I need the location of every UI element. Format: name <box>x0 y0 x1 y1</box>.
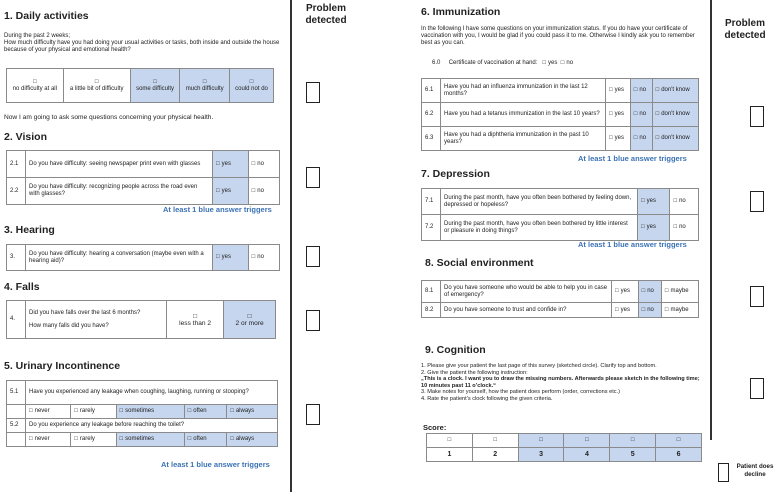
s6-intro: In the following I have some questions on your immunization status. If you do have your certificate of vaccination with you, I would be glad if you could pass it to me. Otherwise I kindly ask you to remember best as you can. <box>421 26 695 47</box>
s5-row-2-options <box>7 433 278 447</box>
s6-title: 6. Immunization <box>421 6 501 18</box>
s7-problem-box[interactable] <box>750 191 764 212</box>
s2-row-1 <box>7 151 280 178</box>
s5-problem-box[interactable] <box>306 404 320 425</box>
s7-row-2-no[interactable]: □ no <box>670 215 699 241</box>
s1-option-0[interactable]: □ no difficulty at all <box>7 69 64 103</box>
s3-row-num: 3. <box>7 245 26 271</box>
s6-row-2-no[interactable]: □ no <box>630 103 652 127</box>
s5-row-1-often[interactable]: □ often <box>184 405 227 419</box>
s8-row-2-maybe[interactable]: □ maybe <box>661 303 698 318</box>
column-divider-left <box>290 0 292 492</box>
s1-options-table <box>6 68 274 103</box>
s9-score-box-1[interactable]: □ <box>427 434 473 448</box>
s5-trigger-note: At least 1 blue answer triggers <box>161 460 270 469</box>
s6-row-2-question: Have you had a tetanus immunization in the last 10 years? <box>441 103 606 127</box>
s6-row-3-yes[interactable]: □ yes <box>606 127 631 151</box>
s9-title: 9. Cognition <box>425 344 486 356</box>
s8-row-2-num: 8.2 <box>422 303 441 318</box>
s7-row-2-num: 7.2 <box>422 215 441 241</box>
s7-row-1-yes[interactable]: □ yes <box>638 189 670 215</box>
s6-row-1-no[interactable]: □ no <box>630 79 652 103</box>
s4-row-num: 4. <box>7 301 26 339</box>
s5-row-1-rarely[interactable]: □ rarely <box>71 405 116 419</box>
s9-instruction-quote: „This is a clock. I want you to draw the missing numbers. Afterwards please sketch in the following time; 10 minutes past 11 o’clock.“ <box>421 376 700 389</box>
s9-score-table <box>426 433 702 462</box>
s5-row-2-question: Do you experience any leakage before reaching the toilet? <box>26 419 278 433</box>
s8-row-2 <box>422 303 699 318</box>
s8-title: 8. Social environment <box>425 257 534 269</box>
s7-row-2-question: During the past month, have you often been bothered by little interest or pleasure in doing things? <box>441 215 638 241</box>
s5-row-1-sometimes[interactable]: □ sometimes <box>116 405 184 419</box>
s4-row-question <box>26 301 167 339</box>
s6-row-1-yes[interactable]: □ yes <box>606 79 631 103</box>
s6-row-1-question: Have you had an influenza immunization in the last 12 months? <box>441 79 606 103</box>
s6-certificate <box>432 60 573 67</box>
s5-row-2-rarely[interactable]: □ rarely <box>71 433 116 447</box>
s2-row-1-question: Do you have difficulty: seeing newspaper print even with glasses <box>26 151 213 178</box>
s5-row-2-always[interactable]: □ always <box>227 433 278 447</box>
s6-row-3-dont-know[interactable]: □ don't know <box>652 127 698 151</box>
s6-table <box>421 78 699 151</box>
s9-score-box-6[interactable]: □ <box>656 434 702 448</box>
s3-title: 3. Hearing <box>4 224 55 236</box>
s6-row-1 <box>422 79 699 103</box>
s5-row-1-options <box>7 405 278 419</box>
s8-row-2-yes[interactable]: □ yes <box>612 303 639 318</box>
s7-row-1 <box>422 189 699 215</box>
problem-detected-label-right: Problem detected <box>724 18 766 41</box>
s5-row-2-sometimes[interactable]: □ sometimes <box>116 433 184 447</box>
s6-row-2-dont-know[interactable]: □ don't know <box>652 103 698 127</box>
s8-row-1 <box>422 281 699 303</box>
patient-declines-box[interactable] <box>718 463 729 482</box>
s3-row-question: Do you have difficulty: hearing a conversation (maybe even with a hearing aid)? <box>26 245 213 271</box>
s9-instruction-4: 4. Rate the patient’s clock following the given criteria. <box>421 395 553 402</box>
s4-row <box>7 301 276 339</box>
s5-row-2-blank <box>7 433 26 447</box>
s1-option-1[interactable]: □ a little bit of difficulty <box>63 69 130 103</box>
s1-problem-box[interactable] <box>306 82 320 103</box>
s2-problem-box[interactable] <box>306 167 320 188</box>
s9-score-box-2[interactable]: □ <box>472 434 518 448</box>
patient-declines-label: Patient does decline <box>736 463 774 478</box>
s9-score-1: 1 <box>427 448 473 462</box>
s8-row-1-maybe[interactable]: □ maybe <box>661 281 698 303</box>
s5-title: 5. Urinary Incontinence <box>4 360 121 372</box>
s1-intro-line2: How much difficulty have you had doing your usual activities or tasks, both inside and outside the house because of your physical and emotional health? <box>4 40 280 54</box>
s8-row-1-yes[interactable]: □ yes <box>612 281 639 303</box>
s7-row-2 <box>422 215 699 241</box>
s5-row-2-q <box>7 419 278 433</box>
s1-intro <box>4 33 284 55</box>
s2-row-2-num: 2.2 <box>7 178 26 205</box>
s8-table <box>421 280 699 318</box>
s3-table <box>6 244 280 271</box>
s2-row-1-no[interactable]: □ no <box>248 151 279 178</box>
s8-row-1-question: Do you have someone who would be able to help you in case of emergency? <box>441 281 612 303</box>
s9-instructions <box>421 363 705 403</box>
s5-row-1-q <box>7 381 278 405</box>
s9-score-box-4[interactable]: □ <box>564 434 610 448</box>
s3-row <box>7 245 280 271</box>
s8-row-1-no[interactable]: □ no <box>638 281 661 303</box>
s3-row-no[interactable]: □ no <box>248 245 279 271</box>
s6-cert-yes[interactable]: □ yes <box>542 60 557 66</box>
s9-score-6: 6 <box>656 448 702 462</box>
s8-problem-box[interactable] <box>750 286 764 307</box>
s7-row-1-question: During the past month, have you often been bothered by feeling down, depressed or hopeless? <box>441 189 638 215</box>
s7-row-1-num: 7.1 <box>422 189 441 215</box>
s4-question-1: Did you have falls over the last 6 months? <box>29 309 141 316</box>
s9-score-box-3[interactable]: □ <box>518 434 564 448</box>
s6-row-2 <box>422 103 699 127</box>
s5-row-2-num: 5.2 <box>7 419 26 433</box>
s3-row-yes[interactable]: □ yes <box>213 245 249 271</box>
s1-option-2[interactable]: □ some difficulty <box>130 69 180 103</box>
s2-row-1-yes[interactable]: □ yes <box>213 151 249 178</box>
s6-row-3-num: 6.3 <box>422 127 441 151</box>
s6-row-2-num: 6.2 <box>422 103 441 127</box>
s4-problem-box[interactable] <box>306 310 320 331</box>
s2-row-2-yes[interactable]: □ yes <box>213 178 249 205</box>
s4-table <box>6 300 276 339</box>
column-divider-right <box>710 0 712 440</box>
s5-row-1-always[interactable]: □ always <box>227 405 278 419</box>
s1-option-4[interactable]: □ could not do <box>230 69 274 103</box>
s9-score-2: 2 <box>472 448 518 462</box>
s5-row-2-often[interactable]: □ often <box>184 433 227 447</box>
s1-title: 1. Daily activities <box>4 10 89 22</box>
s1-option-3[interactable]: □ much difficulty <box>180 69 230 103</box>
s1-note: Now I am going to ask some questions concerning your physical health. <box>4 114 214 121</box>
s2-title: 2. Vision <box>4 131 47 143</box>
s2-row-2-question: Do you have difficulty: recognizing people across the road even with glasses? <box>26 178 213 205</box>
s7-row-1-no[interactable]: □ no <box>670 189 699 215</box>
s9-instruction-1: 1. Please give your patient the last page of this survey (sketched circle). Clarify top and bottom. <box>421 363 657 369</box>
s7-trigger-note: At least 1 blue answer triggers <box>578 240 687 249</box>
s2-row-2-no[interactable]: □ no <box>248 178 279 205</box>
s8-row-1-num: 8.1 <box>422 281 441 303</box>
s7-table <box>421 188 699 241</box>
s4-title: 4. Falls <box>4 281 40 293</box>
s9-score-label: Score: <box>423 423 447 432</box>
s2-table <box>6 150 280 205</box>
s3-problem-box[interactable] <box>306 246 320 267</box>
s2-trigger-note: At least 1 blue answer triggers <box>163 205 272 214</box>
s5-row-1-question: Have you experienced any leakage when coughing, laughing, running or stooping? <box>26 381 278 405</box>
s4-option-2-or-more[interactable]: □ 2 or more <box>224 301 276 339</box>
s6-cert-label: Certificate of vaccination at hand: <box>448 60 538 66</box>
s9-instruction-2: 2. Give the patient the following instruction: <box>421 369 528 376</box>
s2-row-2 <box>7 178 280 205</box>
s6-row-1-dont-know[interactable]: □ don't know <box>652 79 698 103</box>
s9-score-values <box>427 448 702 462</box>
s5-table <box>6 380 278 447</box>
s6-cert-num: 6.0 <box>432 60 441 66</box>
s6-row-3 <box>422 127 699 151</box>
s5-row-1-blank <box>7 405 26 419</box>
s1-intro-line1: During the past 2 weeks; <box>4 33 71 39</box>
s9-score-boxes <box>427 434 702 448</box>
s5-row-1-never[interactable]: □ never <box>26 405 71 419</box>
s6-trigger-note: At least 1 blue answer triggers <box>578 154 687 163</box>
s7-title: 7. Depression <box>421 168 490 180</box>
s6-row-3-question: Have you had a diphtheria immunization in the past 10 years? <box>441 127 606 151</box>
s9-score-4: 4 <box>564 448 610 462</box>
s9-score-5: 5 <box>610 448 656 462</box>
s8-row-2-question: Do you have someone to trust and confide in? <box>441 303 612 318</box>
s2-row-1-num: 2.1 <box>7 151 26 178</box>
s4-question-2: How many falls did you have? <box>29 322 109 329</box>
s7-row-2-yes[interactable]: □ yes <box>638 215 670 241</box>
s8-row-2-no[interactable]: □ no <box>638 303 661 318</box>
s6-row-2-yes[interactable]: □ yes <box>606 103 631 127</box>
s6-cert-no[interactable]: □ no <box>561 60 573 66</box>
s9-instruction-3: 3. Make notes for yourself, how the patient does perform (order, corrections etc.) <box>421 389 620 396</box>
s6-row-1-num: 6.1 <box>422 79 441 103</box>
s9-problem-box[interactable] <box>750 378 764 399</box>
s6-row-3-no[interactable]: □ no <box>630 127 652 151</box>
s5-row-2-never[interactable]: □ never <box>26 433 71 447</box>
s6-problem-box[interactable] <box>750 106 764 127</box>
s9-score-3: 3 <box>518 448 564 462</box>
s5-row-1-num: 5.1 <box>7 381 26 405</box>
s9-score-box-5[interactable]: □ <box>610 434 656 448</box>
problem-detected-label-left: Problem detected <box>305 3 347 26</box>
s4-option-less-than-2[interactable]: □ less than 2 <box>167 301 224 339</box>
